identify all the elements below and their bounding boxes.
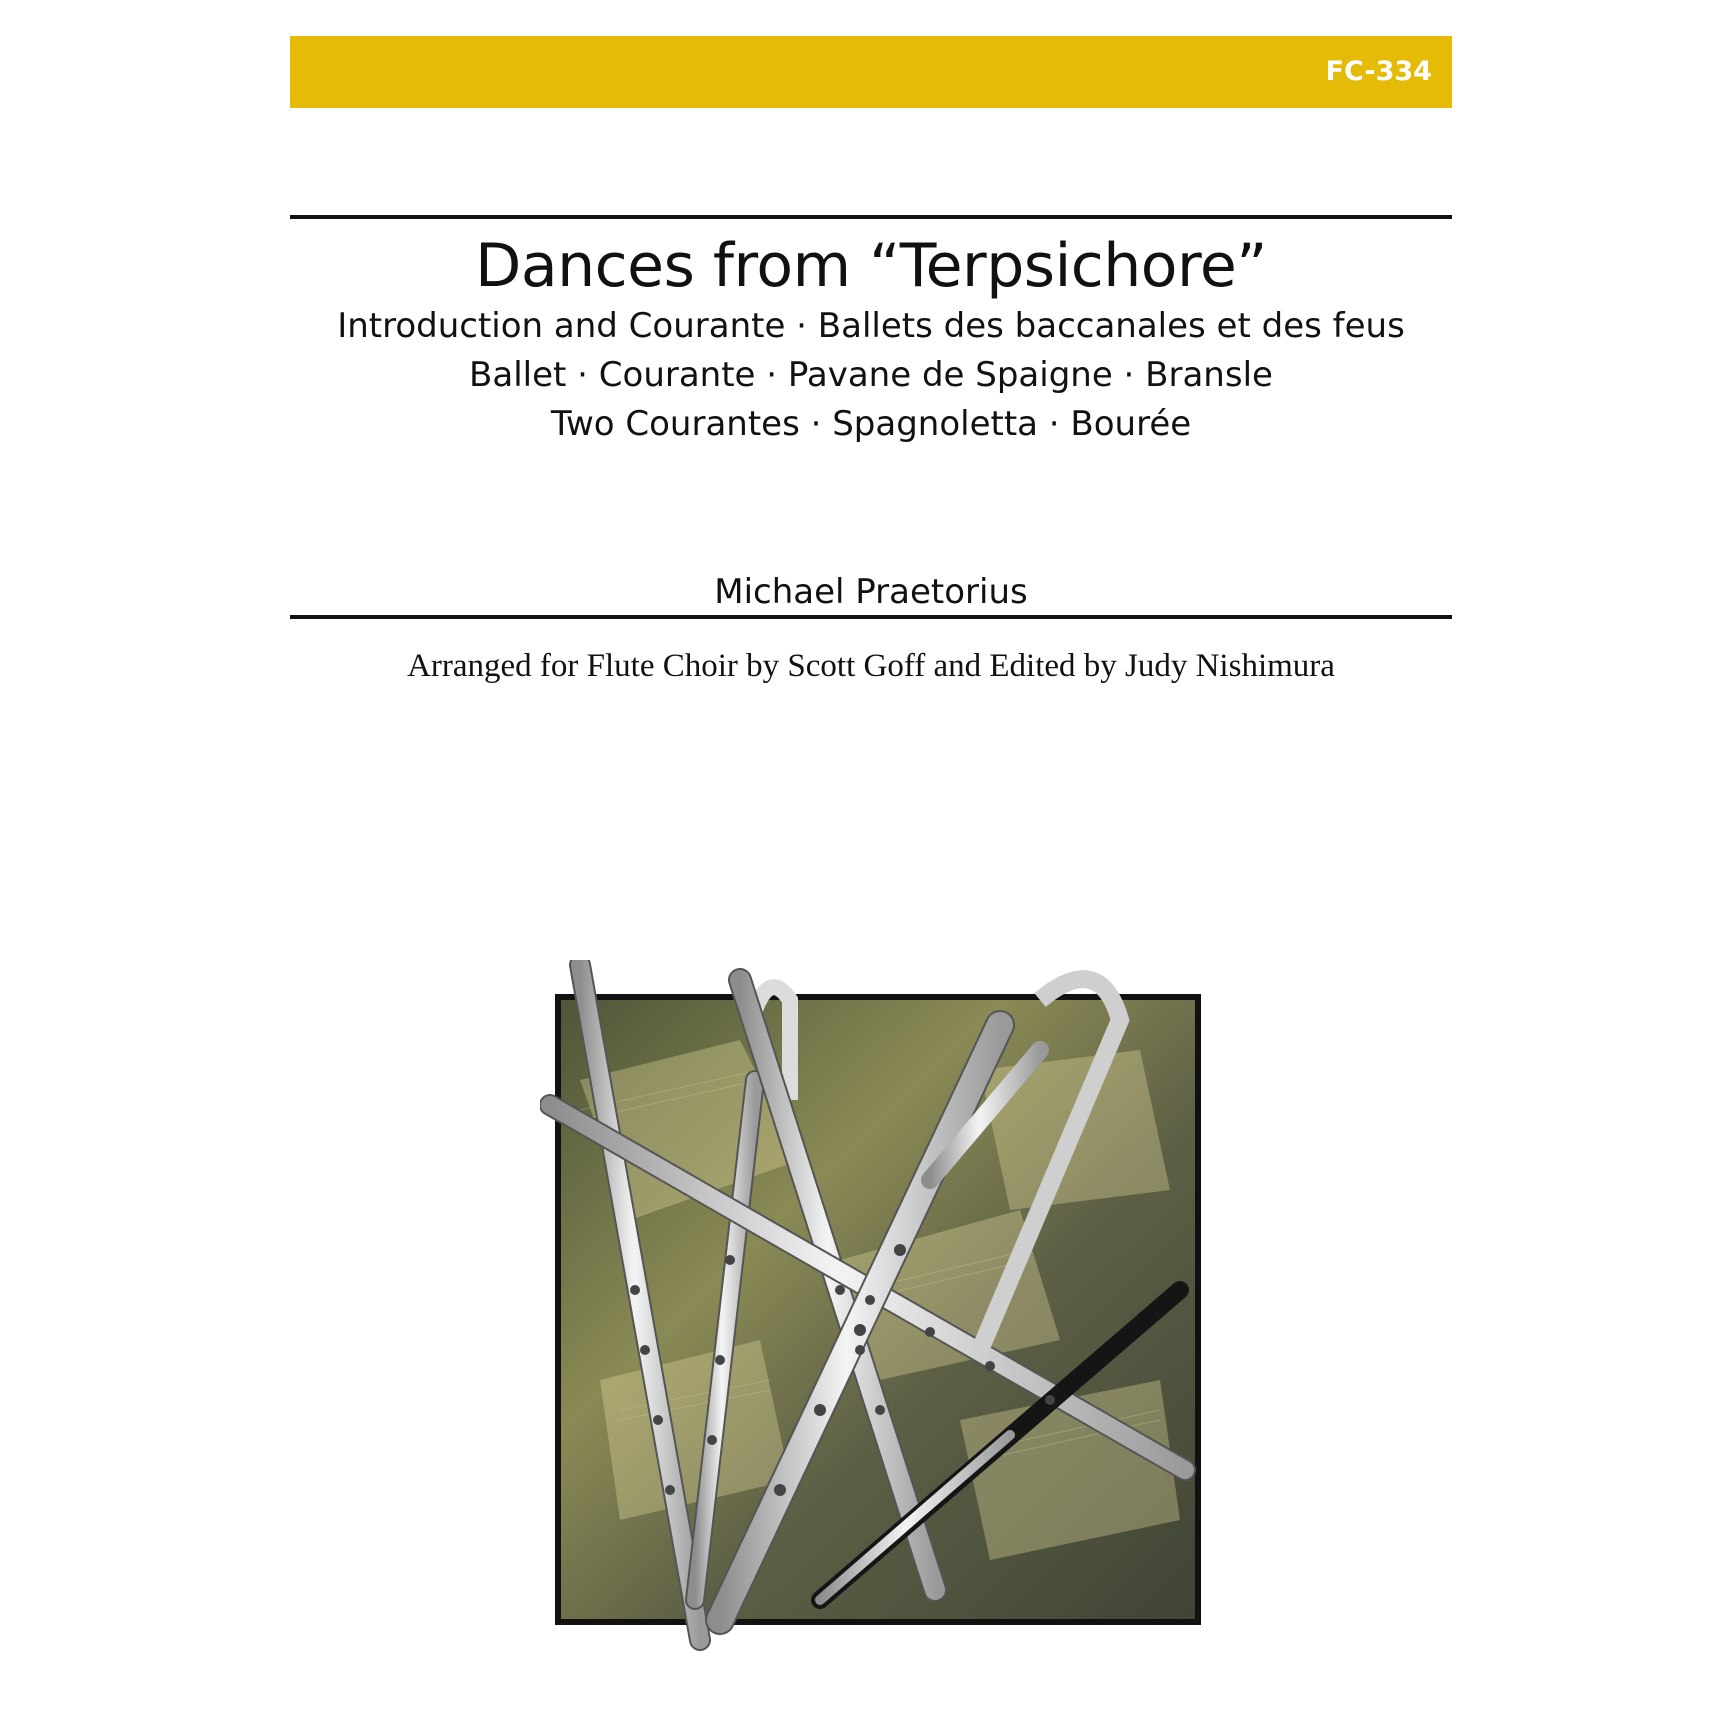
top-rule [290,215,1452,219]
movement-line: Ballet · Courante · Pavane de Spaigne · Bransle [469,355,1273,395]
catalog-number: FC-334 [1325,56,1432,87]
bottom-rule [290,615,1452,619]
movement-line: Two Courantes · Spagnoletta · Bourée [550,404,1192,444]
movement-line: Introduction and Courante · Ballets des baccanales et des feus [337,306,1405,346]
cover-illustration [540,960,1220,1660]
page-title: Dances from “Terpsichore” [475,231,1267,301]
catalog-banner [290,36,1452,108]
movement-list [290,302,1452,449]
arranger-credit: Arranged for Flute Choir by Scott Goff and Edited by Judy Nishimura [407,648,1335,684]
composer-name: Michael Praetorius [714,572,1028,612]
